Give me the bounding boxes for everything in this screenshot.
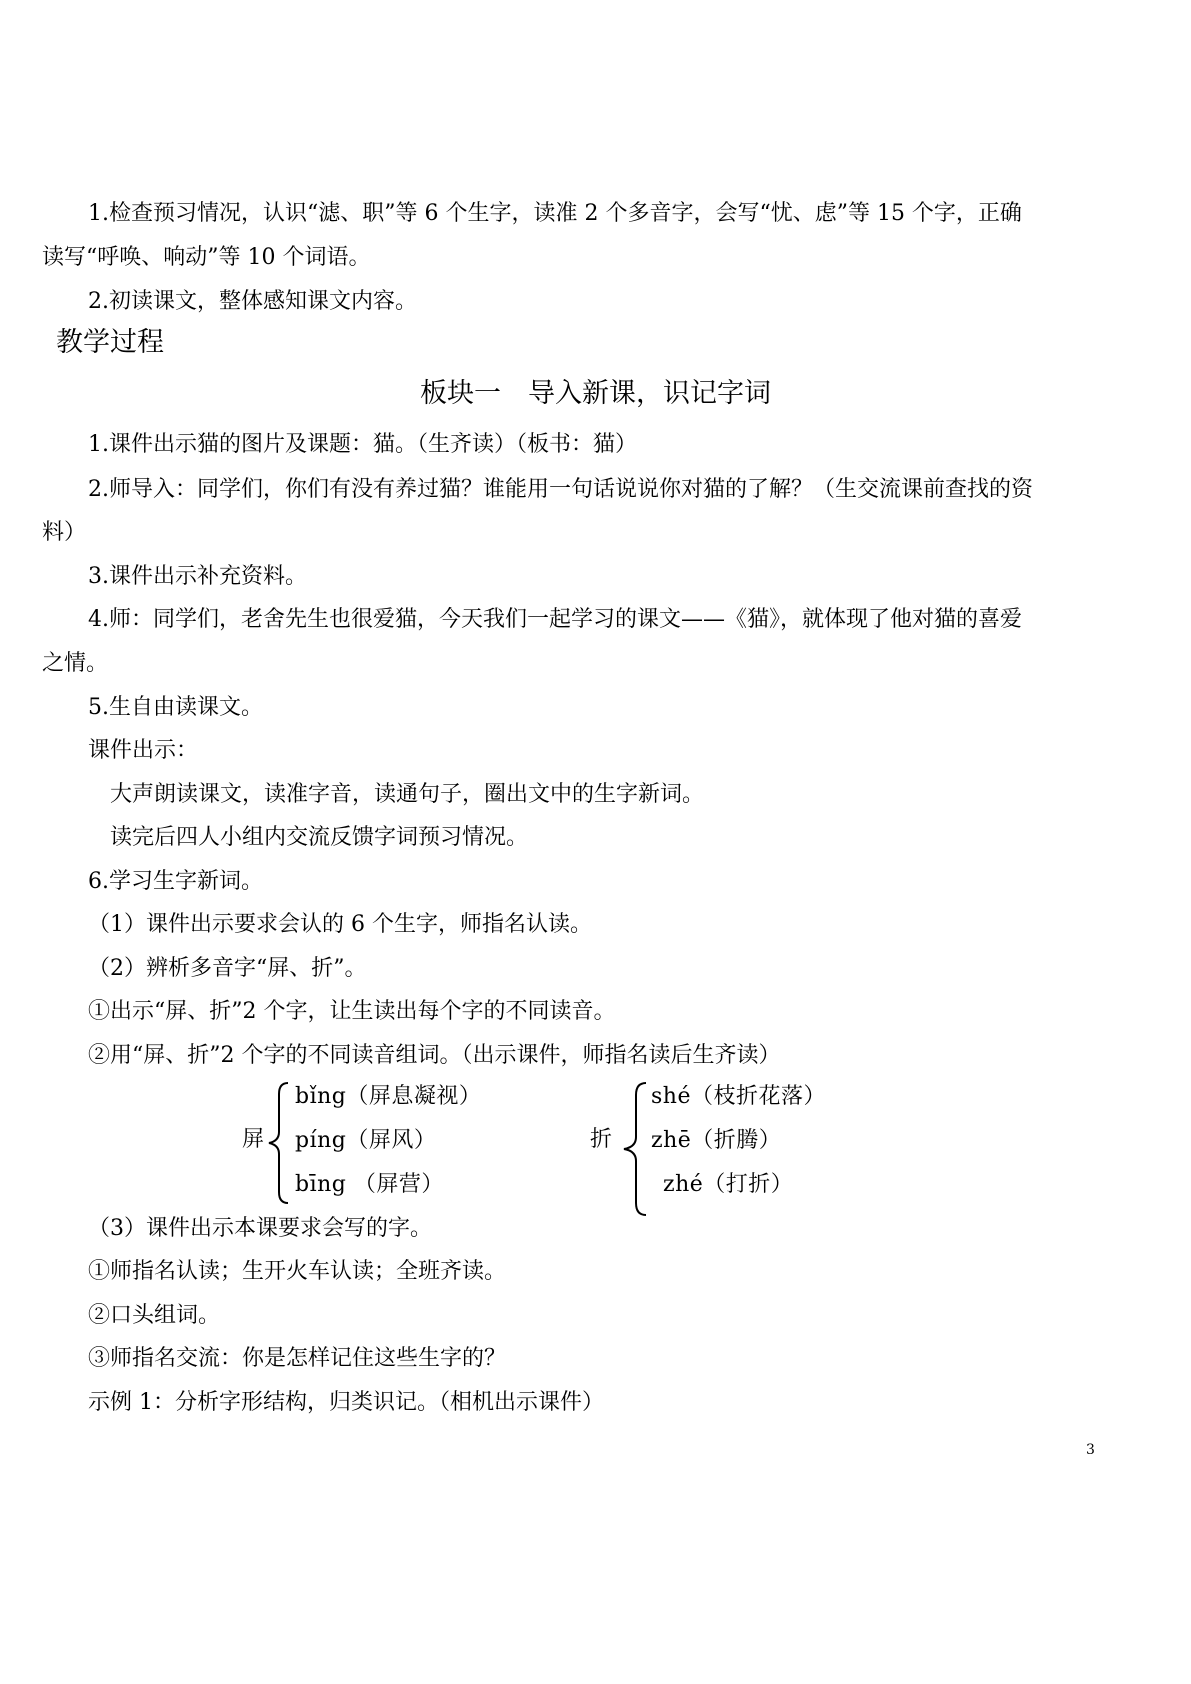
step-4-line-1: 4.师：同学们，老舍先生也很爱猫，今天我们一起学习的课文——《猫》，就体现了他对猫的喜爱	[88, 607, 1022, 632]
polyphone-zhe-reading-1: shé（枝折花落）	[651, 1084, 826, 1109]
polyphone-ping-reading-1: bǐng（屏息凝视）	[295, 1084, 482, 1109]
polyphone-ping-reading-3: bīng （屏营）	[295, 1172, 444, 1197]
objective-1-line-2: 读写“呼唤、响动”等 10 个词语。	[42, 245, 371, 270]
section-title: 板块一 导入新课，识记字词	[420, 378, 771, 409]
step-1: 1.课件出示猫的图片及课题：猫。（生齐读）（板书：猫）	[88, 432, 637, 457]
step-2-line-1: 2.师导入：同学们，你们有没有养过猫？谁能用一句话说说你对猫的了解？（生交流课前查找的资	[88, 477, 1033, 502]
step-6-3b: ②口头组词。	[88, 1303, 221, 1328]
polyphone-zhe-reading-3: zhé（打折）	[663, 1172, 794, 1197]
step-6-3c: ③师指名交流：你是怎样记住这些生字的？	[88, 1346, 507, 1371]
left-brace-icon	[620, 1080, 650, 1218]
step-6-2: （2）辨析多音字“屏、折”。	[88, 956, 367, 981]
polyphone-ping-char: 屏	[242, 1127, 265, 1152]
courseware-line-1: 大声朗读课文，读准字音，读通句子，圈出文中的生字新词。	[110, 782, 705, 807]
step-6-3: （3）课件出示本课要求会写的字。	[88, 1216, 432, 1241]
step-6-1: （1）课件出示要求会认的 6 个生字，师指名认读。	[88, 912, 592, 937]
courseware-line-2: 读完后四人小组内交流反馈字词预习情况。	[110, 825, 529, 850]
example-1: 示例 1：分析字形结构，归类识记。（相机出示课件）	[88, 1390, 604, 1415]
step-6-2b: ②用“屏、折”2 个字的不同读音组词。（出示课件，师指名读后生齐读）	[88, 1043, 781, 1068]
step-4-line-2: 之情。	[42, 651, 109, 676]
polyphone-zhe-char: 折	[590, 1127, 613, 1152]
polyphone-zhe-reading-2: zhē（折腾）	[651, 1128, 782, 1153]
courseware-label: 课件出示：	[88, 738, 199, 763]
process-heading: 教学过程	[56, 327, 164, 358]
polyphone-ping-reading-2: píng（屏风）	[295, 1128, 437, 1153]
step-6: 6.学习生字新词。	[88, 869, 263, 894]
step-3: 3.课件出示补充资料。	[88, 564, 307, 589]
step-2-line-2: 料）	[42, 520, 87, 545]
step-6-2a: ①出示“屏、折”2 个字，让生读出每个字的不同读音。	[88, 999, 616, 1024]
objective-1-line-1: 1.检查预习情况，认识“滤、职”等 6 个生字，读准 2 个多音字，会写“忧、虑”等 15 个字，正确	[88, 201, 1022, 226]
page-number: 3	[1086, 1442, 1095, 1458]
objective-2: 2.初读课文，整体感知课文内容。	[88, 289, 417, 314]
step-5: 5.生自由读课文。	[88, 695, 263, 720]
step-6-3a: ①师指名认读；生开火车认读；全班齐读。	[88, 1259, 507, 1284]
left-brace-icon	[266, 1080, 292, 1206]
